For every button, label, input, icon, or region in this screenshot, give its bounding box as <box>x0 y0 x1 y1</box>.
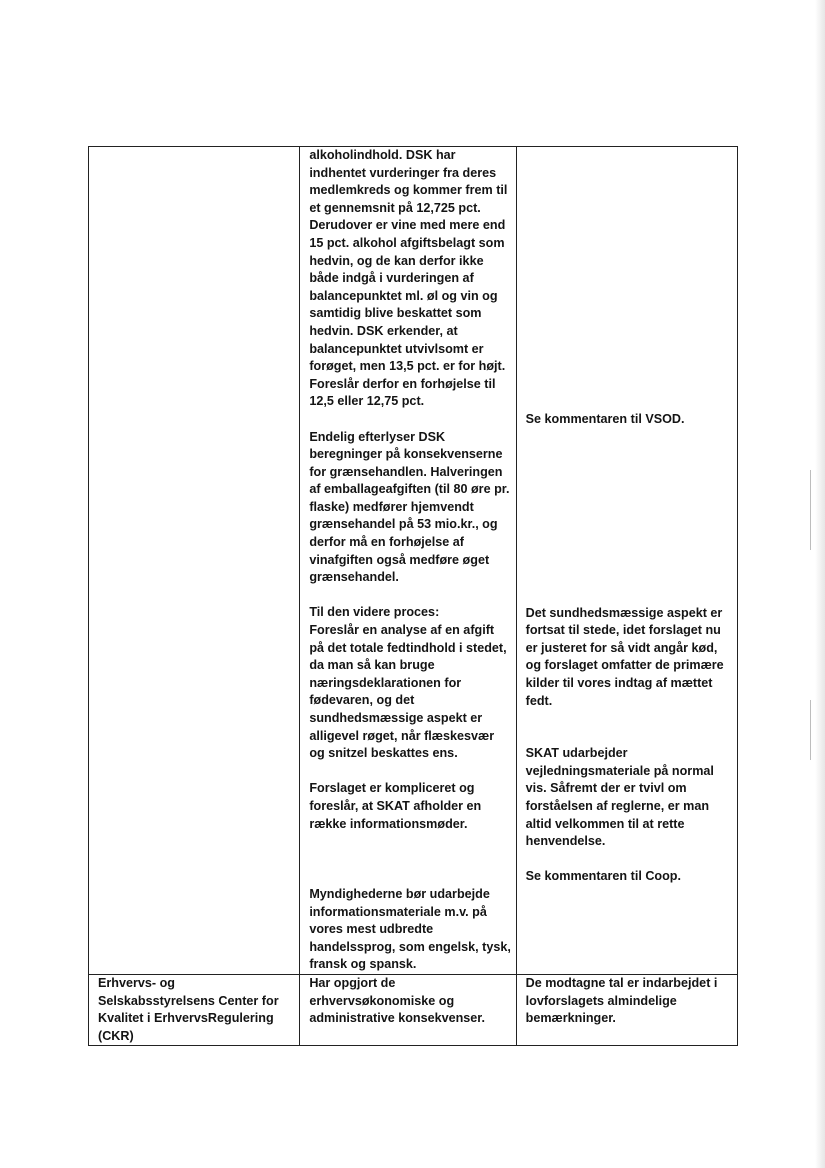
respondent-cell-empty <box>89 147 300 975</box>
comment-paragraph-info-meetings: Forslaget er kompliceret og foreslår, at SKAT afholder en række informationsmøder. <box>309 781 482 831</box>
comment-paragraph-alcohol-content: alkoholindhold. DSK har indhentet vurderinger fra deres medlemkreds og kommer frem til et gennemsnit på 12,725 pct. Derudover er vine med mere end 15 pct. alkohol afgiftsbelagt som hedvin, og de kan derfor ikke både indgå i vurderingen af balancepunktet ml. øl og vin og samtidig blive beskattet som hedvin. DSK erkender, at balancepunktet utvivlsomt er forøget, men 13,5 pct. er for højt. Foreslår derfor en forhøjelse til 12,5 eller 12,75 pct. <box>309 148 508 409</box>
response-paragraph-vsod: Se kommentaren til VSOD. <box>525 412 685 426</box>
table-row <box>89 147 738 975</box>
consultation-response-table <box>88 146 738 1046</box>
response-paragraph-health: Det sundhedsmæssige aspekt er fortsat til stede, idet forslaget nu er justeret for så vidt angår kød, og forslaget omfatter de primære kilder til vores indtag af mættet fedt. <box>525 605 724 708</box>
comment-paragraph-border-trade: Endelig efterlyser DSK beregninger på konsekvenserne for grænsehandlen. Halveringen af emballageafgiften (til 80 øre pr. flaske) medfører hjemvendt grænsehandel på 53 mio.kr., og derfor må en forhøjelse af vinafgiften også medføre øget grænsehandel. <box>309 429 510 585</box>
scan-artifact-line <box>810 700 811 760</box>
comment-paragraph-languages: Myndighederne bør udarbejde informationsmateriale m.v. på vores mest udbredte handelssprog, som engelsk, tysk, fransk og spansk. <box>309 886 511 972</box>
scan-artifact-line <box>810 470 811 550</box>
comments-cell <box>300 147 516 975</box>
response-cell <box>516 147 737 975</box>
scan-edge <box>815 0 825 1168</box>
response-paragraph-coop: Se kommentaren til Coop. <box>525 869 681 884</box>
response-cell: De modtagne tal er indarbejdet i lovforslagets almindelige bemærkninger. <box>516 974 737 1045</box>
comments-cell: Har opgjort de erhvervsøkonomiske og administrative konsekvenser. <box>300 974 516 1045</box>
table-row <box>89 974 738 1045</box>
response-paragraph-guidance: SKAT udarbejder vejledningsmateriale på normal vis. Såfremt der er tvivl om forståelsen af reglerne, er man altid velkommen til at rette henvendelse. <box>525 746 714 849</box>
respondent-cell: Erhvervs- og Selskabsstyrelsens Center for Kvalitet i ErhvervsRegulering (CKR) <box>89 974 300 1045</box>
comment-paragraph-process: Til den videre proces: Foreslår en analyse af en afgift på det totale fedtindhold i stedet, da man så kan bruge næringsdeklarationen for fødevaren, og det sundhedsmæssige aspekt er alligevel røget, når flæskesvær og snitzel beskattes ens. <box>309 605 507 761</box>
